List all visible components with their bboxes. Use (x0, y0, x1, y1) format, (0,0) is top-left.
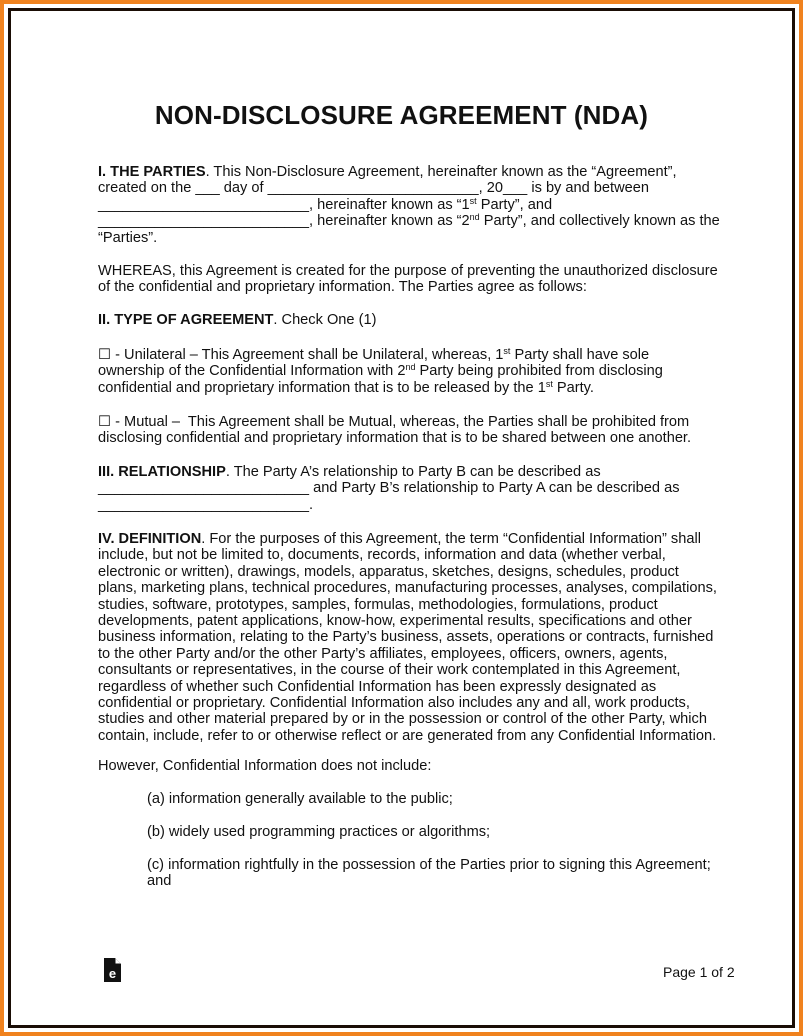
text-run: . For the purposes of this Agreement, the term “Confidential Information” shall (201, 531, 701, 547)
text-run: ownership of the Confidential Information with 2 (98, 363, 406, 380)
ordinal-suffix: st (545, 378, 553, 389)
paragraph-item-b (147, 824, 490, 840)
text-run: . The Party A’s relationship to Party B can be described as (225, 464, 601, 480)
paragraph-item-a (147, 791, 453, 807)
text-run: __________________________. (98, 496, 314, 513)
text-run: Party shall have sole (510, 347, 650, 363)
text-line (98, 279, 718, 295)
paragraph-whereas (98, 263, 718, 296)
page-number: Page 1 of 2 (663, 964, 735, 980)
text-line (147, 824, 490, 840)
text-line (147, 857, 711, 873)
paragraph-parties (98, 164, 720, 246)
text-line (98, 230, 720, 246)
text-line (98, 464, 680, 480)
section-heading: III. RELATIONSHIP (98, 464, 226, 480)
text-run: __________________________, hereinafter known as “2 (98, 213, 470, 230)
paragraph-type-heading (98, 312, 376, 328)
text-line (98, 613, 717, 629)
text-run: electronic or written), drawings, models, apparatus, sketches, designs, schedules, product (98, 563, 679, 580)
ordinal-suffix: nd (469, 212, 480, 223)
text-run: business information, relating to the Party’s business, assets, operations or contracts, furnished (98, 629, 714, 646)
paragraph-mutual (98, 414, 691, 447)
text-run: confidential or proprietary. Confidential Information also includes any and all, work products, (98, 694, 690, 711)
text-line (98, 646, 717, 662)
text-run: disclosing confidential and proprietary information that is to be shared between one another. (98, 430, 692, 447)
text-run: ☐ - Unilateral – This Agreement shall be Unilateral, whereas, 1 (98, 347, 504, 363)
text-run: Party”, and collectively known as the (479, 213, 720, 230)
text-line (98, 263, 718, 279)
text-line (98, 347, 663, 363)
text-run: studies, software, prototypes, samples, formulas, methodologies, formulations, product (98, 596, 658, 613)
text-line (98, 213, 720, 229)
text-line (98, 662, 717, 678)
ordinal-suffix: st (469, 195, 477, 206)
text-line (98, 164, 720, 180)
text-run: (a) information generally available to the public; (147, 791, 453, 807)
ordinal-suffix: nd (405, 362, 416, 373)
text-run: However, Confidential Information does not include: (98, 758, 432, 774)
text-line (98, 197, 720, 213)
paragraph-unilateral (98, 347, 663, 396)
text-run: WHEREAS, this Agreement is created for the purpose of preventing the unauthorized disclosure (98, 263, 718, 279)
text-line (98, 430, 691, 446)
text-line (98, 597, 717, 613)
paragraph-definition (98, 531, 717, 744)
section-heading: II. TYPE OF AGREEMENT (98, 312, 274, 328)
text-line (98, 580, 717, 596)
section-heading: IV. DEFINITION (98, 531, 202, 547)
text-line (98, 363, 663, 379)
text-run: “Parties”. (98, 229, 158, 246)
text-run: to the other Party and/or the other Party’s affiliates, employees, officers, owners, agents, (98, 645, 668, 662)
document-title: NON-DISCLOSURE AGREEMENT (NDA) (154, 100, 649, 130)
text-run: created on the ___ day of __________________________, 20___ is by and between (98, 180, 649, 197)
text-line (98, 758, 431, 774)
text-run: Party being prohibited from disclosing (415, 363, 663, 380)
text-run: ☐ - Mutual – This Agreement shall be Mutual, whereas, the Parties shall be prohibited from (98, 414, 690, 430)
text-line (98, 531, 717, 547)
svg-text:e: e (108, 966, 117, 981)
text-line (98, 564, 717, 580)
text-run: Party. (552, 379, 594, 396)
text-run: . Check One (1) (273, 312, 377, 328)
ordinal-suffix: st (503, 346, 511, 356)
text-run: and (147, 873, 172, 890)
text-run: confidential and proprietary information that is to be released by the 1 (98, 379, 546, 396)
text-line (98, 629, 717, 645)
text-line (98, 180, 720, 196)
section-heading: I. THE PARTIES (98, 164, 206, 180)
text-line (98, 695, 717, 711)
text-run: plans, marketing plans, technical procedures, manufacturing processes, analyses, compilations, (98, 580, 717, 597)
text-run: of the confidential and proprietary information. The Parties agree as follows: (98, 279, 587, 296)
paragraph-relationship (98, 464, 680, 513)
text-run: contain, include, refer to or otherwise reflect or are generated from any Confidential Information. (98, 727, 717, 744)
text-line (98, 414, 691, 430)
text-line (98, 711, 717, 727)
text-run: __________________________, hereinafter known as “1 (98, 196, 470, 213)
text-run: developments, patent applications, know-how, experimental results, specifications and other (98, 612, 692, 629)
text-run: (c) information rightfully in the possession of the Parties prior to signing this Agreement; (147, 857, 711, 873)
text-run: include, but not be limited to, documents, records, information and data (whether verbal, (98, 547, 666, 564)
text-line (98, 679, 717, 695)
text-run: Party”, and (476, 196, 553, 213)
text-line (98, 497, 680, 513)
text-run: studies and other material prepared by or in the possession or control of the other Party, which (98, 711, 707, 728)
paragraph-however (98, 758, 431, 774)
text-line (98, 312, 376, 328)
text-run: (b) widely used programming practices or algorithms; (147, 824, 491, 840)
text-line (98, 380, 663, 396)
text-run: regardless of whether such Confidential Information has been expressly designated as (98, 678, 657, 695)
eforms-document-icon (104, 958, 121, 982)
text-run: consultants or representatives, in the course of their work contemplated in this Agreement, (98, 662, 681, 679)
text-run: __________________________ and Party B’s relationship to Party A can be described as (98, 480, 680, 497)
text-line (98, 728, 717, 744)
text-line (98, 480, 680, 496)
text-line (147, 873, 711, 889)
text-line (147, 791, 453, 807)
text-run: . This Non-Disclosure Agreement, hereinafter known as the “Agreement”, (205, 164, 677, 180)
paragraph-item-c (147, 857, 711, 890)
text-line (98, 547, 717, 563)
